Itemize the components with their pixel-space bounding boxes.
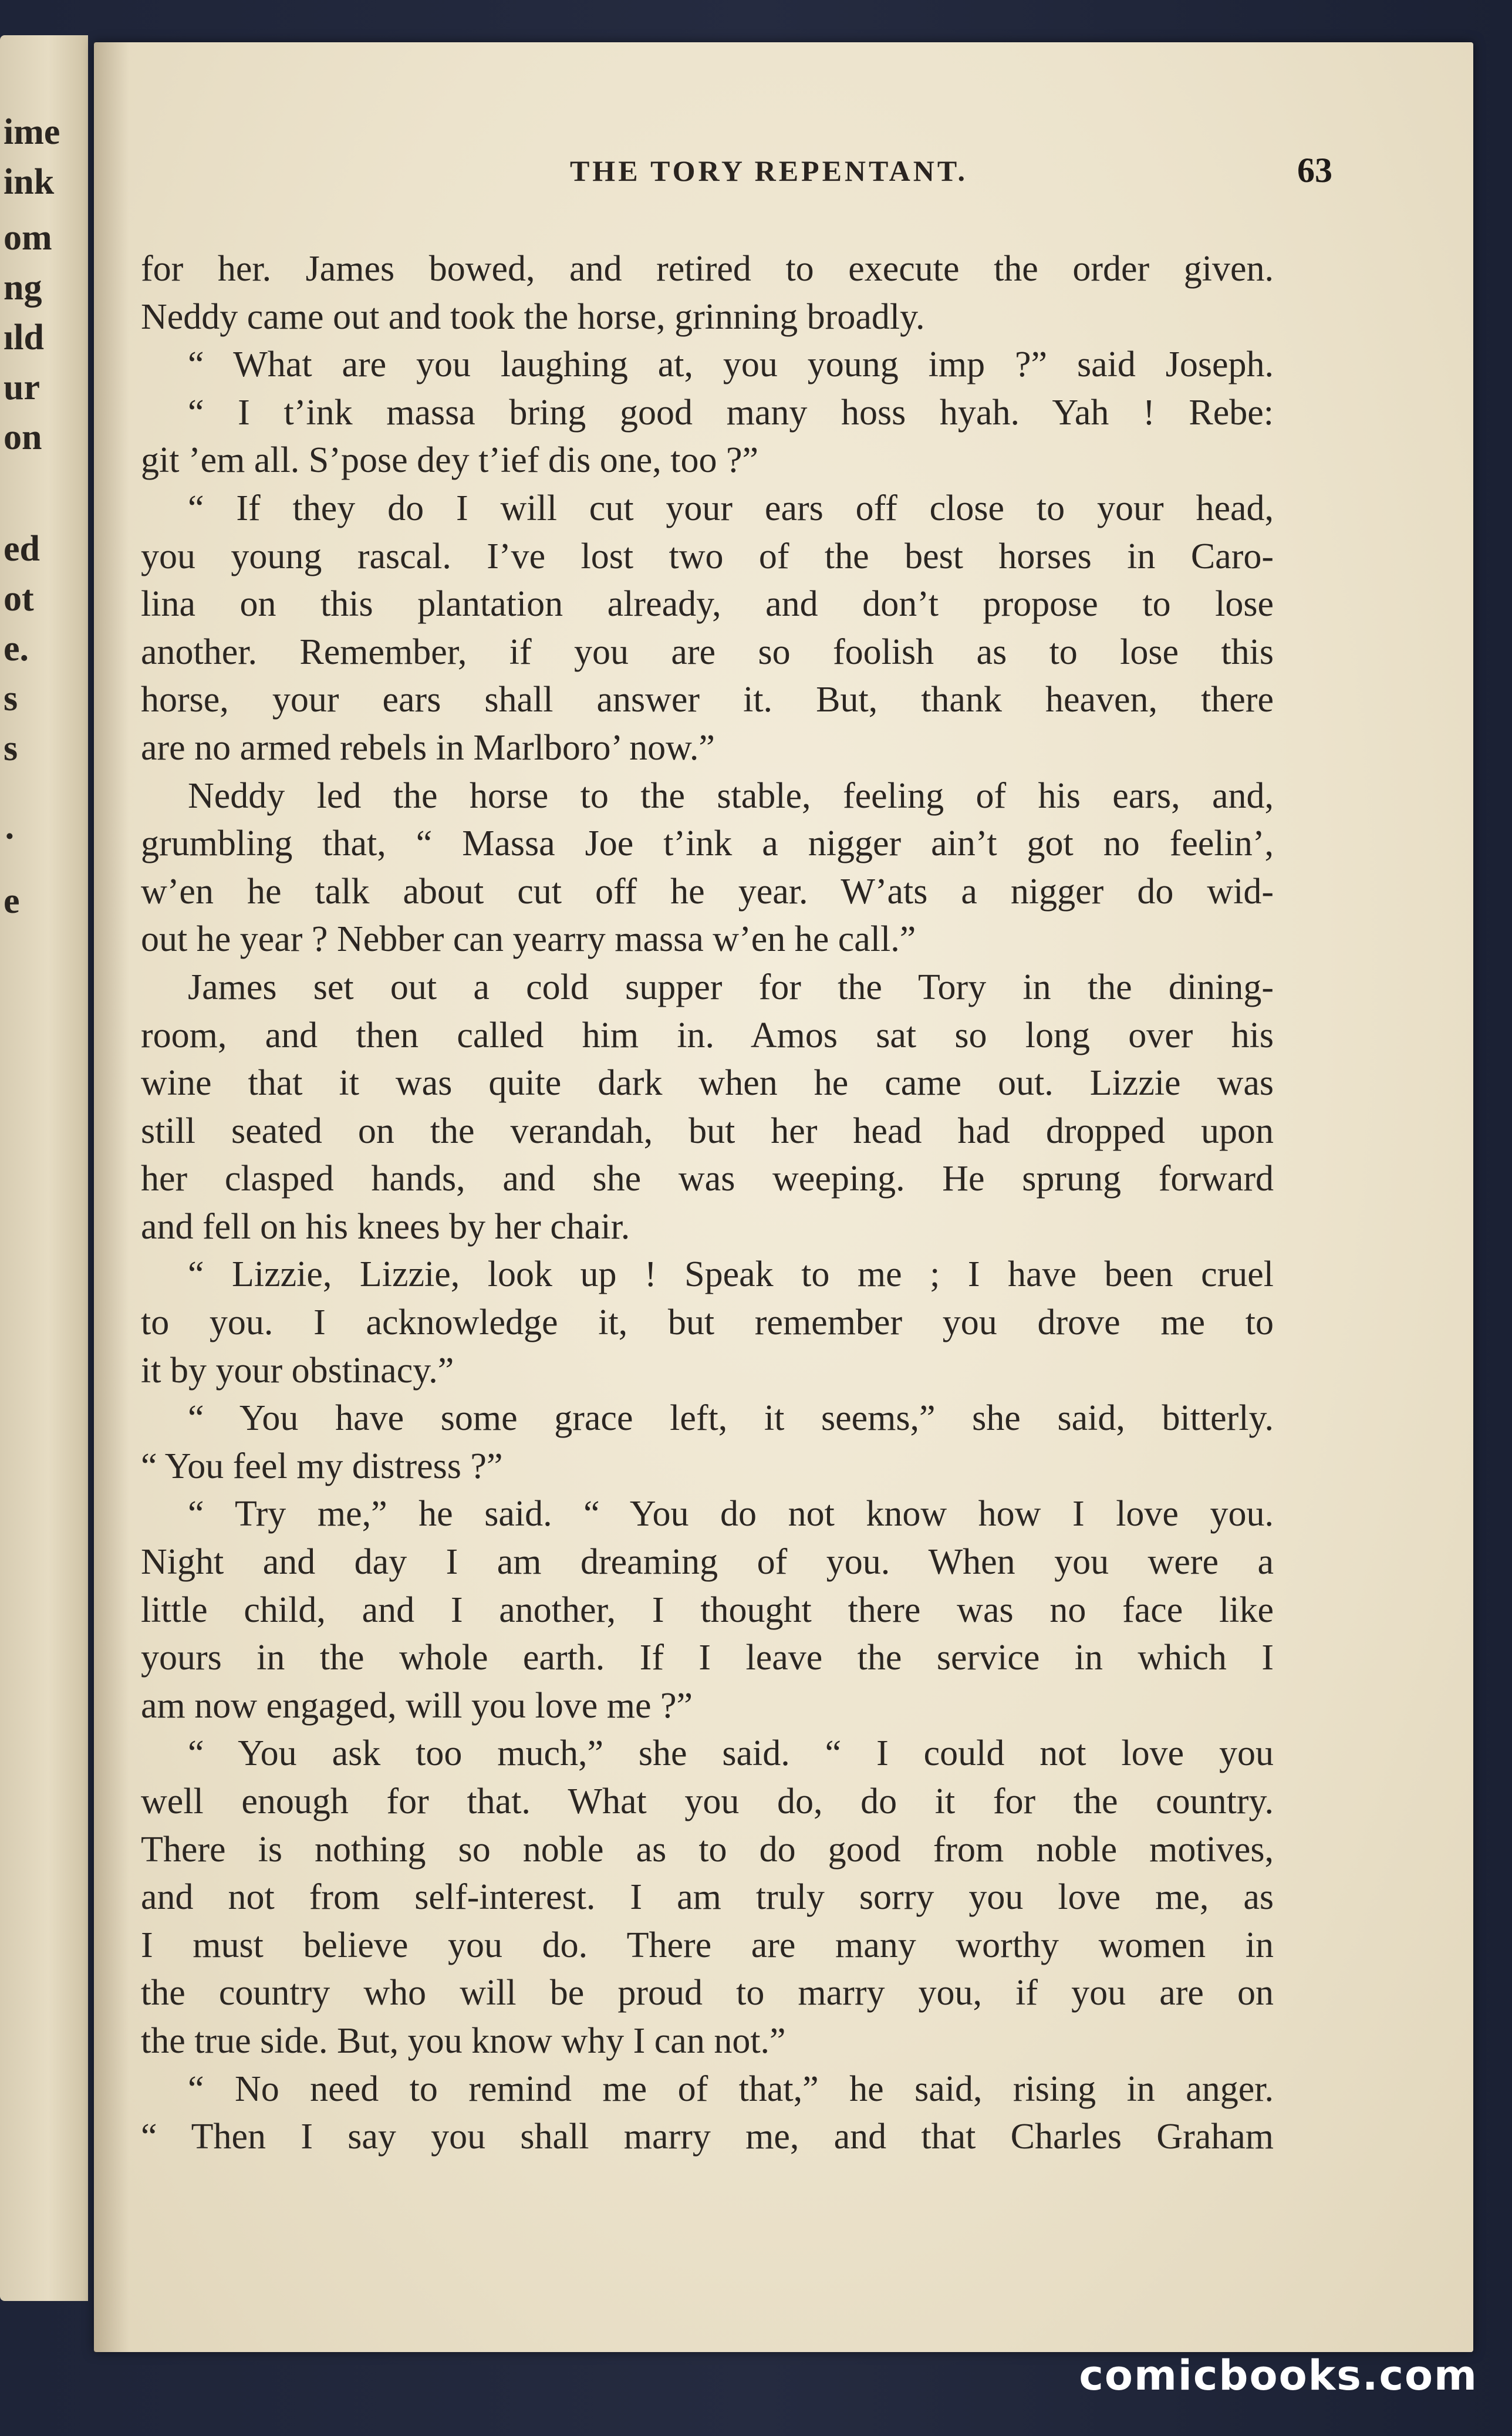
previous-page-fragment: ıld [4,318,44,357]
gutter-shadow [94,42,129,2352]
running-head [211,151,1332,201]
text-line: lina on this plantation already, and don’t propose to lose [141,584,1274,625]
text-line: “ I t’ink massa bring good many hoss hyah. Yah ! Rebe: [188,392,1274,433]
text-line: horse, your ears shall answer it. But, thank heaven, there [141,680,1274,720]
text-line: another. Remember, if you are so foolish as to lose this [141,632,1274,672]
text-line: you young rascal. I’ve lost two of the best horses in Caro- [141,536,1274,576]
text-line: the true side. But, you know why I can not.” [141,2020,786,2061]
text-line: grumbling that, “ Massa Joe t’ink a nigger ain’t got no feelin’, [141,824,1274,864]
text-line: Night and day I am dreaming of you. When you were a [141,1542,1274,1583]
page-text [141,245,1274,2161]
text-line: Neddy came out and took the horse, grinning broadly. [141,296,925,337]
text-line: w’en he talk about cut off he year. W’ats a nigger do wid- [141,871,1274,912]
text-line: and not from self-interest. I am truly sorry you love me, as [141,1877,1274,1918]
text-line: out he year ? Nebber can yearry massa w’en he call.” [141,919,916,960]
previous-page-fragment: s [4,679,18,718]
text-line: well enough for that. What you do, do it for the country. [141,1782,1274,1821]
text-line: git ’em all. S’pose dey t’ief dis one, too ?” [141,440,759,481]
text-line: her clasped hands, and she was weeping. He sprung forward [141,1159,1274,1199]
text-line: am now engaged, will you love me ?” [141,1685,693,1726]
previous-page-fragment: e. [4,629,29,669]
text-line: “ No need to remind me of that,” he said, rising in anger. [188,2069,1274,2109]
text-line: “ Then I say you shall marry me, and that Charles Graham [141,2117,1274,2157]
text-line: and fell on his knees by her chair. [141,1206,630,1247]
text-line: are no armed rebels in Marlboro’ now.” [141,727,715,768]
text-line: “ You have some grace left, it seems,” she said, bitterly. [188,1398,1274,1439]
previous-page-fragment: ng [4,268,42,308]
text-line: James set out a cold supper for the Tory in the dining- [188,967,1274,1007]
text-line: I must believe you do. There are many worthy women in [141,1925,1274,1965]
previous-page-fragment: s [4,728,18,768]
text-line: still seated on the verandah, but her head had dropped upon [141,1111,1274,1151]
previous-page-fragment: · [4,817,16,856]
text-line: wine that it was quite dark when he came out. Lizzie was [141,1063,1274,1104]
previous-page-edge [0,35,88,2301]
previous-page-fragment: ot [4,579,34,619]
previous-page-fragment: e [4,881,20,921]
text-line: “ Try me,” he said. “ You do not know how I love you. [188,1494,1274,1534]
text-line: it by your obstinacy.” [141,1350,454,1391]
text-line: yours in the whole earth. If I leave the service in which I [141,1638,1274,1678]
page-number: 63 [1297,151,1332,190]
running-title: THE TORY REPENTANT. [569,154,968,187]
previous-page-fragment: ur [4,367,40,407]
text-line: little child, and I another, I thought there was no face like [141,1590,1274,1630]
text-line: “ You ask too much,” she said. “ I could not love you [188,1733,1274,1774]
text-line: “ You feel my distress ?” [141,1446,503,1486]
text-line: room, and then called him in. Amos sat so long over his [141,1015,1274,1055]
watermark: comicbooks.com [1079,2351,1478,2400]
previous-page-fragment: ink [4,162,55,202]
text-line: Neddy led the horse to the stable, feeling of his ears, and, [188,775,1274,816]
text-line: There is nothing so noble as to do good from noble motives, [141,1829,1274,1870]
text-line: to you. I acknowledge it, but remember you drove me to [141,1303,1274,1343]
previous-page-fragment: ime [4,112,60,152]
text-line: “ If they do I will cut your ears off close to your head, [188,488,1274,528]
text-line: the country who will be proud to marry you, if you are on [141,1973,1274,2013]
text-line: “ Lizzie, Lizzie, look up ! Speak to me ; I have been cruel [188,1254,1274,1295]
previous-page-fragment: ed [4,529,40,569]
previous-page-fragment: on [4,417,42,457]
text-line: “ What are you laughing at, you young imp ?” said Joseph. [188,345,1274,385]
previous-page-fragment: om [4,218,52,258]
text-line: for her. James bowed, and retired to execute the order given. [141,249,1274,289]
